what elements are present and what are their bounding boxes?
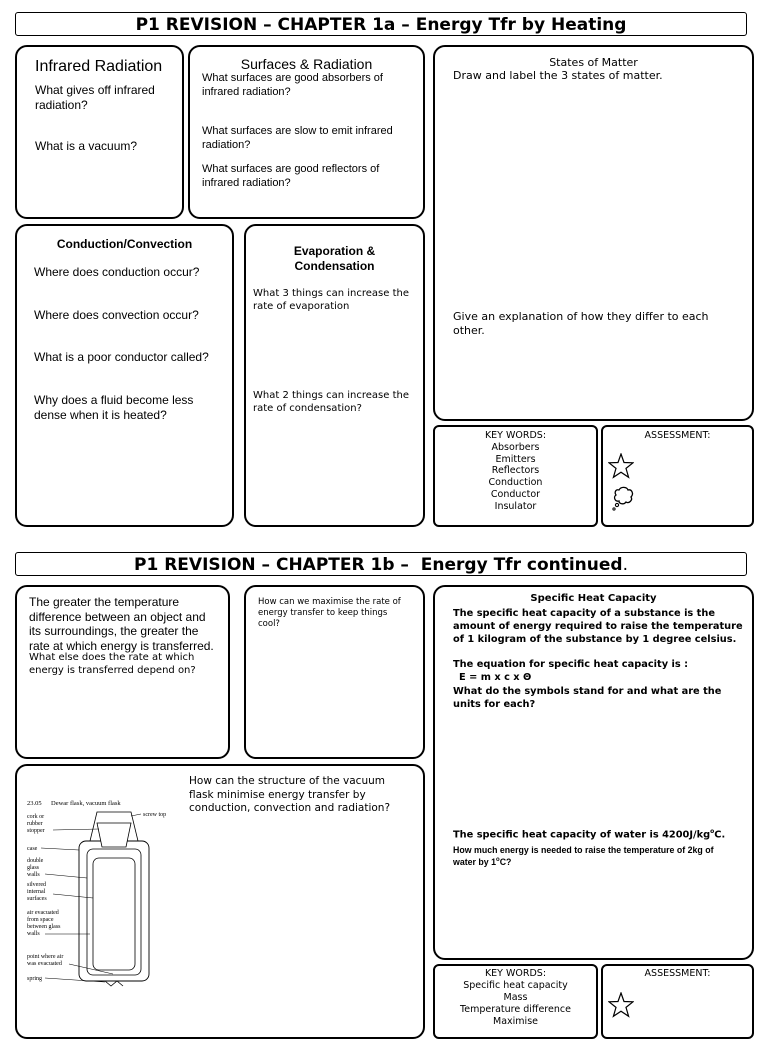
vacuum-flask-box (15, 764, 425, 1039)
shc-symbols-question: What do the symbols stand for and what are the units for each? (453, 686, 722, 711)
surfaces-question-1: What surfaces are good absorbers of infrared radiation? (202, 72, 383, 98)
key-words-1a-heading: KEY WORDS: (484, 430, 547, 441)
leader-stopper (53, 829, 99, 830)
key-words-1b-box (433, 964, 598, 1039)
temperature-difference-box (15, 585, 230, 759)
states-heading: States of Matter (549, 56, 638, 69)
flask-question: How can the structure of the vacuum flask minimise energy transfer by conduction, convection and radiation? (189, 775, 391, 815)
shc-water-degree: o (710, 828, 715, 835)
leader-screw-top (131, 814, 141, 816)
fig-number: 23.05 (27, 800, 42, 807)
assessment-1b-box (601, 964, 754, 1039)
flask-spring (105, 981, 123, 986)
label-double-glass: double glass walls (27, 858, 44, 878)
surfaces-heading: Surfaces & Radiation (240, 56, 373, 72)
label-case: case (27, 846, 38, 852)
conduction-heading: Conduction/Convection (56, 237, 193, 251)
flask-stopper (97, 823, 131, 847)
key-words-1a-box (433, 425, 598, 527)
key-word-1b-1: Specific heat capacity (463, 980, 568, 991)
key-word-1a-5: Conductor (490, 489, 541, 500)
shc-energy-question (453, 844, 738, 869)
states-of-matter-box (433, 45, 754, 421)
rate-question: What else does the rate at which energy is transferred depend on? (29, 652, 196, 676)
infrared-radiation-box (15, 45, 184, 219)
label-spring: spring (27, 976, 42, 982)
conduction-question-3: What is a poor conductor called? (34, 350, 209, 364)
maximise-question: How can we maximise the rate of energy transfer to keep things cool? (258, 597, 401, 630)
chapter-1b-title-end: . (622, 555, 628, 575)
key-word-1a-3: Reflectors (491, 465, 540, 476)
chapter-1a-title: P1 REVISION – CHAPTER 1a – Energy Tfr by Heating (15, 12, 747, 36)
label-air-evacuated: air evacuated from space between glass walls (27, 910, 61, 937)
leader-case (41, 848, 79, 850)
key-word-1b-3: Temperature difference (460, 1004, 571, 1015)
shc-heading: Specific Heat Capacity (530, 593, 657, 604)
evaporation-condensation-box (244, 224, 425, 527)
maximise-energy-box (244, 585, 425, 759)
key-words-1b-heading: KEY WORDS: (484, 968, 547, 979)
infrared-question-2: What is a vacuum? (35, 139, 138, 153)
star-icon (608, 453, 634, 479)
shc-equation-intro: The equation for specific heat capacity is : (453, 659, 689, 670)
infrared-question-1: What gives off infrared radiation? (35, 83, 155, 113)
surfaces-radiation-box (188, 45, 425, 219)
shc-water-unit: C. (714, 829, 726, 841)
key-word-1a-6: Insulator (494, 501, 537, 512)
conduction-question-2: Where does convection occur? (34, 308, 199, 322)
thought-bubble-icon (611, 486, 635, 512)
conduction-question-1: Where does conduction occur? (34, 265, 200, 279)
shc-definition: The specific heat capacity of a substance is the amount of energy required to raise the temperature of 1 kilogram of the substance by 1 degree celsius. (453, 608, 743, 646)
shc-energy-question-a: How much energy is needed to raise the temperature of 2kg of water by 1 (453, 845, 714, 868)
conduction-question-4: Why does a fluid become less dense when it is heated? (34, 393, 194, 423)
fig-title: Dewar flask, vacuum flask (51, 800, 121, 807)
key-word-1b-2: Mass (503, 992, 528, 1003)
label-screw-top (143, 812, 166, 818)
surfaces-question-3: What surfaces are good reflectors of infrared radiation? (202, 163, 380, 189)
shc-water-value: 4200J/kg (662, 829, 711, 841)
specific-heat-capacity-box (433, 585, 754, 960)
key-word-1b-4: Maximise (493, 1016, 538, 1027)
infrared-heading: Infrared Radiation (35, 58, 163, 75)
shc-energy-question-b: C? (499, 857, 512, 868)
key-word-1a-2: Emitters (495, 454, 536, 465)
label-screw-top-text: screw top (143, 812, 167, 818)
flask-inner-glass (93, 858, 135, 970)
label-stopper: cork or rubber stopper (27, 814, 45, 834)
states-question-1: Draw and label the 3 states of matter. (453, 69, 663, 82)
assessment-1a-heading: ASSESSMENT: (644, 430, 711, 441)
label-point: point where air was evacuated (27, 954, 64, 967)
shc-energy-degree: o (496, 857, 500, 864)
chapter-1b-title-main: P1 REVISION – CHAPTER 1b – (134, 555, 409, 575)
evaporation-heading: Evaporation & Condensation (293, 244, 376, 274)
evaporation-question-1: What 3 things can increase the rate of evaporation (253, 288, 409, 312)
evaporation-question-2: What 2 things can increase the rate of condensation? (253, 390, 409, 414)
chapter-1b-title (15, 552, 747, 576)
rate-statement: The greater the temperature difference between an object and its surroundings, the greater the rate at which energy is transferred. (29, 595, 214, 653)
states-question-2: Give an explanation of how they differ to each other. (453, 310, 709, 337)
shc-equation: E = m x c x Θ (459, 672, 532, 683)
key-word-1a-4: Conduction (488, 477, 543, 488)
star-icon (608, 992, 634, 1018)
shc-water (453, 828, 753, 842)
dewar-flask-diagram (23, 794, 193, 1026)
assessment-1a-box (601, 425, 754, 527)
conduction-convection-box (15, 224, 234, 527)
chapter-1b-title-sub: Energy Tfr continued (420, 555, 623, 575)
shc-water-prefix: The specific heat capacity of water is (453, 829, 663, 841)
key-word-1a-1: Absorbers (491, 442, 540, 453)
label-silvered: silvered internal surfaces (27, 882, 47, 902)
surfaces-question-2: What surfaces are slow to emit infrared radiation? (202, 125, 393, 151)
assessment-1b-heading: ASSESSMENT: (644, 968, 711, 979)
